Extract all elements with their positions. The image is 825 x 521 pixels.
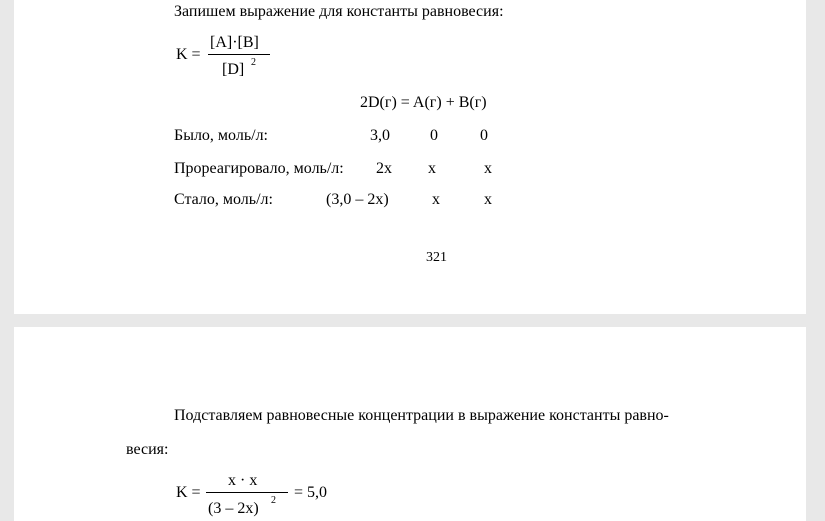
intro-text: Запишем выражение для константы равновесия:: [174, 3, 504, 20]
formula-rhs: = 5,0: [294, 484, 328, 501]
cell-b: x: [484, 191, 492, 208]
reaction-equation: 2D(г) = A(г) + B(г): [360, 94, 487, 111]
fraction-bar: [208, 54, 270, 55]
cell-a: x: [432, 191, 440, 208]
formula-numerator: x · x: [228, 472, 258, 489]
formula-denominator: [D]: [222, 61, 245, 78]
cell-a: x: [428, 160, 436, 177]
formula-lhs: K =: [176, 46, 201, 63]
document-page-1: [14, 0, 806, 314]
paragraph-line-1: Подставляем равновесные концентрации в выражение константы равно-: [174, 407, 669, 424]
cell-a: 0: [430, 127, 438, 144]
cell-d: (3,0 – 2x): [326, 191, 389, 208]
formula-denominator: (3 – 2x): [208, 500, 259, 517]
cell-b: 0: [480, 127, 488, 144]
formula-numerator: [A]·[B]: [210, 34, 259, 51]
cell-d: 2x: [376, 160, 392, 177]
document-page-2: [14, 327, 806, 521]
cell-d: 3,0: [370, 127, 390, 144]
paragraph-line-2: весия:: [126, 441, 169, 458]
row-label: Стало, моль/л:: [174, 191, 273, 208]
row-label: Прореагировало, моль/л:: [174, 160, 344, 177]
cell-b: x: [484, 160, 492, 177]
formula-exponent: 2: [271, 495, 276, 506]
row-label: Было, моль/л:: [174, 127, 268, 144]
page-number: 321: [426, 250, 447, 265]
fraction-bar: [206, 492, 288, 493]
formula-exponent: 2: [251, 57, 256, 68]
formula-lhs: K =: [176, 484, 201, 501]
